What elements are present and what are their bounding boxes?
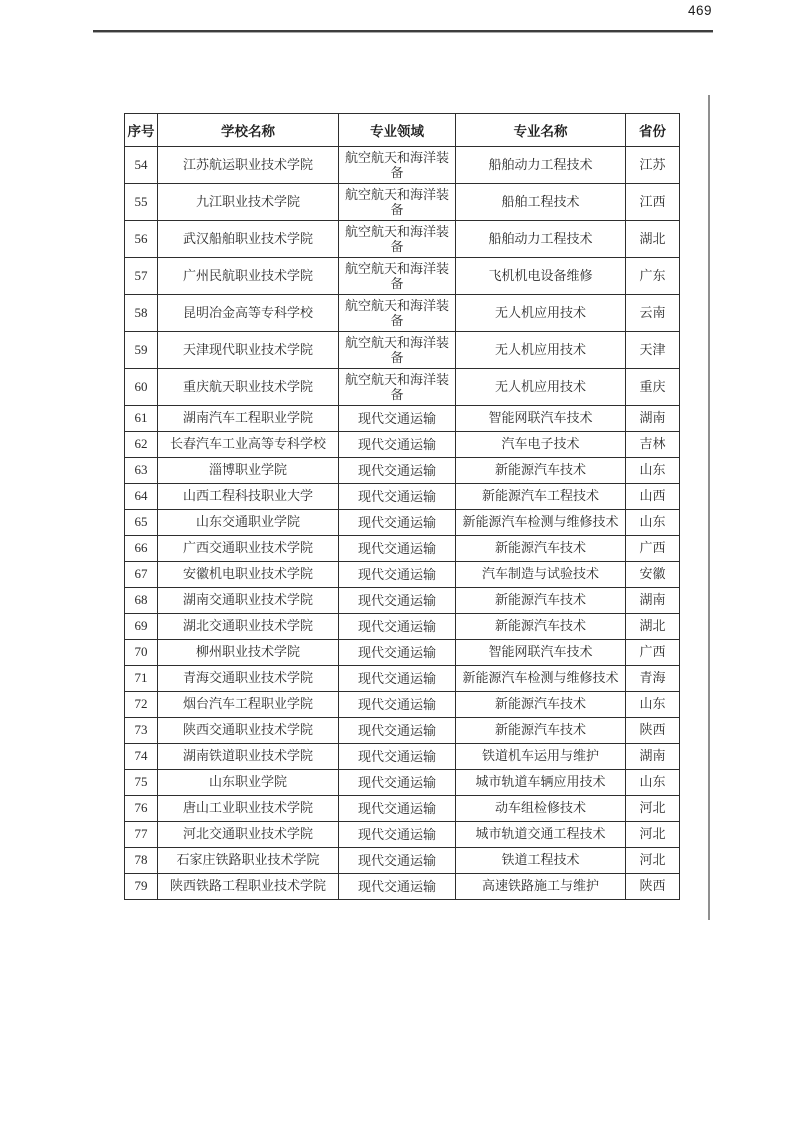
table-row xyxy=(125,770,680,796)
cell-province: 湖南 xyxy=(626,588,680,614)
school-major-table xyxy=(124,113,680,900)
cell-school: 山东交通职业学院 xyxy=(158,510,339,536)
cell-field: 现代交通运输 xyxy=(339,562,456,588)
cell-major: 新能源汽车技术 xyxy=(456,692,626,718)
col-header-field: 专业领域 xyxy=(339,114,456,147)
cell-major: 城市轨道交通工程技术 xyxy=(456,822,626,848)
cell-index: 78 xyxy=(125,848,158,874)
table-row xyxy=(125,588,680,614)
cell-province: 重庆 xyxy=(626,369,680,406)
cell-index: 68 xyxy=(125,588,158,614)
cell-field: 现代交通运输 xyxy=(339,432,456,458)
cell-major: 无人机应用技术 xyxy=(456,369,626,406)
cell-field: 现代交通运输 xyxy=(339,406,456,432)
cell-province: 广东 xyxy=(626,258,680,295)
cell-major: 铁道工程技术 xyxy=(456,848,626,874)
cell-index: 75 xyxy=(125,770,158,796)
cell-major: 铁道机车运用与维护 xyxy=(456,744,626,770)
cell-province: 山东 xyxy=(626,510,680,536)
table-row xyxy=(125,640,680,666)
cell-major: 新能源汽车工程技术 xyxy=(456,484,626,510)
cell-school: 武汉船舶职业技术学院 xyxy=(158,221,339,258)
cell-major: 新能源汽车技术 xyxy=(456,458,626,484)
table-row xyxy=(125,332,680,369)
cell-province: 山西 xyxy=(626,484,680,510)
cell-province: 湖北 xyxy=(626,221,680,258)
cell-school: 湖南交通职业技术学院 xyxy=(158,588,339,614)
cell-school: 湖南汽车工程职业学院 xyxy=(158,406,339,432)
table-row xyxy=(125,295,680,332)
cell-field: 现代交通运输 xyxy=(339,692,456,718)
cell-index: 67 xyxy=(125,562,158,588)
cell-major: 新能源汽车技术 xyxy=(456,588,626,614)
col-header-major: 专业名称 xyxy=(456,114,626,147)
cell-major: 新能源汽车检测与维修技术 xyxy=(456,510,626,536)
cell-province: 江苏 xyxy=(626,147,680,184)
cell-school: 湖北交通职业技术学院 xyxy=(158,614,339,640)
cell-province: 山东 xyxy=(626,770,680,796)
cell-major: 船舶动力工程技术 xyxy=(456,221,626,258)
cell-major: 汽车电子技术 xyxy=(456,432,626,458)
cell-province: 陕西 xyxy=(626,874,680,900)
cell-index: 57 xyxy=(125,258,158,295)
table-row xyxy=(125,822,680,848)
table-row xyxy=(125,432,680,458)
cell-school: 柳州职业技术学院 xyxy=(158,640,339,666)
cell-field: 现代交通运输 xyxy=(339,640,456,666)
cell-index: 74 xyxy=(125,744,158,770)
col-header-school: 学校名称 xyxy=(158,114,339,147)
cell-index: 66 xyxy=(125,536,158,562)
cell-field: 航空航天和海洋装备 xyxy=(339,258,456,295)
right-margin-rule xyxy=(708,95,710,920)
cell-major: 城市轨道车辆应用技术 xyxy=(456,770,626,796)
page-number: 469 xyxy=(687,3,712,18)
header-rule xyxy=(93,30,713,33)
cell-index: 71 xyxy=(125,666,158,692)
table-row xyxy=(125,796,680,822)
cell-school: 重庆航天职业技术学院 xyxy=(158,369,339,406)
cell-field: 航空航天和海洋装备 xyxy=(339,332,456,369)
table-row xyxy=(125,562,680,588)
cell-field: 现代交通运输 xyxy=(339,770,456,796)
cell-province: 广西 xyxy=(626,640,680,666)
cell-major: 新能源汽车检测与维修技术 xyxy=(456,666,626,692)
cell-field: 航空航天和海洋装备 xyxy=(339,184,456,221)
cell-province: 河北 xyxy=(626,848,680,874)
cell-school: 广西交通职业技术学院 xyxy=(158,536,339,562)
cell-index: 63 xyxy=(125,458,158,484)
cell-field: 现代交通运输 xyxy=(339,848,456,874)
cell-major: 智能网联汽车技术 xyxy=(456,640,626,666)
table-row xyxy=(125,369,680,406)
cell-major: 新能源汽车技术 xyxy=(456,536,626,562)
cell-province: 安徽 xyxy=(626,562,680,588)
cell-index: 64 xyxy=(125,484,158,510)
cell-index: 60 xyxy=(125,369,158,406)
cell-school: 山东职业学院 xyxy=(158,770,339,796)
cell-field: 现代交通运输 xyxy=(339,666,456,692)
cell-major: 船舶工程技术 xyxy=(456,184,626,221)
cell-major: 智能网联汽车技术 xyxy=(456,406,626,432)
col-header-province: 省份 xyxy=(626,114,680,147)
cell-province: 青海 xyxy=(626,666,680,692)
cell-index: 62 xyxy=(125,432,158,458)
cell-school: 山西工程科技职业大学 xyxy=(158,484,339,510)
cell-major: 新能源汽车技术 xyxy=(456,718,626,744)
cell-field: 现代交通运输 xyxy=(339,874,456,900)
cell-school: 天津现代职业技术学院 xyxy=(158,332,339,369)
table-row xyxy=(125,874,680,900)
table-row xyxy=(125,258,680,295)
cell-school: 陕西铁路工程职业技术学院 xyxy=(158,874,339,900)
table-row xyxy=(125,536,680,562)
table-row xyxy=(125,147,680,184)
cell-index: 59 xyxy=(125,332,158,369)
cell-school: 淄博职业学院 xyxy=(158,458,339,484)
cell-province: 湖南 xyxy=(626,744,680,770)
cell-field: 航空航天和海洋装备 xyxy=(339,295,456,332)
cell-province: 天津 xyxy=(626,332,680,369)
cell-province: 山东 xyxy=(626,692,680,718)
table-row xyxy=(125,406,680,432)
table-row xyxy=(125,848,680,874)
table-row xyxy=(125,510,680,536)
cell-school: 石家庄铁路职业技术学院 xyxy=(158,848,339,874)
cell-school: 江苏航运职业技术学院 xyxy=(158,147,339,184)
table-body xyxy=(125,147,680,900)
cell-school: 唐山工业职业技术学院 xyxy=(158,796,339,822)
cell-school: 陕西交通职业技术学院 xyxy=(158,718,339,744)
cell-province: 湖南 xyxy=(626,406,680,432)
cell-field: 现代交通运输 xyxy=(339,614,456,640)
cell-field: 航空航天和海洋装备 xyxy=(339,147,456,184)
cell-school: 湖南铁道职业技术学院 xyxy=(158,744,339,770)
cell-field: 现代交通运输 xyxy=(339,796,456,822)
cell-school: 九江职业技术学院 xyxy=(158,184,339,221)
cell-major: 新能源汽车技术 xyxy=(456,614,626,640)
cell-major: 无人机应用技术 xyxy=(456,332,626,369)
cell-index: 56 xyxy=(125,221,158,258)
cell-major: 汽车制造与试验技术 xyxy=(456,562,626,588)
cell-field: 现代交通运输 xyxy=(339,588,456,614)
cell-province: 云南 xyxy=(626,295,680,332)
cell-field: 现代交通运输 xyxy=(339,536,456,562)
cell-field: 航空航天和海洋装备 xyxy=(339,221,456,258)
table-row xyxy=(125,614,680,640)
cell-province: 山东 xyxy=(626,458,680,484)
cell-index: 54 xyxy=(125,147,158,184)
table-row xyxy=(125,666,680,692)
cell-province: 江西 xyxy=(626,184,680,221)
cell-index: 61 xyxy=(125,406,158,432)
cell-major: 动车组检修技术 xyxy=(456,796,626,822)
cell-major: 高速铁路施工与维护 xyxy=(456,874,626,900)
cell-index: 72 xyxy=(125,692,158,718)
cell-field: 现代交通运输 xyxy=(339,510,456,536)
cell-school: 安徽机电职业技术学院 xyxy=(158,562,339,588)
cell-major: 无人机应用技术 xyxy=(456,295,626,332)
cell-index: 79 xyxy=(125,874,158,900)
cell-school: 广州民航职业技术学院 xyxy=(158,258,339,295)
table-row xyxy=(125,692,680,718)
col-header-index: 序号 xyxy=(125,114,158,147)
cell-major: 飞机机电设备维修 xyxy=(456,258,626,295)
cell-index: 55 xyxy=(125,184,158,221)
cell-major: 船舶动力工程技术 xyxy=(456,147,626,184)
table-row xyxy=(125,718,680,744)
cell-province: 吉林 xyxy=(626,432,680,458)
cell-index: 58 xyxy=(125,295,158,332)
cell-province: 河北 xyxy=(626,796,680,822)
cell-field: 现代交通运输 xyxy=(339,484,456,510)
table-row xyxy=(125,221,680,258)
table-row xyxy=(125,184,680,221)
cell-province: 广西 xyxy=(626,536,680,562)
cell-province: 湖北 xyxy=(626,614,680,640)
cell-field: 现代交通运输 xyxy=(339,744,456,770)
cell-field: 航空航天和海洋装备 xyxy=(339,369,456,406)
cell-school: 青海交通职业技术学院 xyxy=(158,666,339,692)
cell-province: 陕西 xyxy=(626,718,680,744)
table-row xyxy=(125,484,680,510)
cell-school: 昆明冶金高等专科学校 xyxy=(158,295,339,332)
cell-field: 现代交通运输 xyxy=(339,718,456,744)
cell-field: 现代交通运输 xyxy=(339,822,456,848)
table-row xyxy=(125,744,680,770)
cell-index: 76 xyxy=(125,796,158,822)
cell-index: 70 xyxy=(125,640,158,666)
cell-province: 河北 xyxy=(626,822,680,848)
cell-index: 77 xyxy=(125,822,158,848)
cell-field: 现代交通运输 xyxy=(339,458,456,484)
cell-school: 烟台汽车工程职业学院 xyxy=(158,692,339,718)
cell-school: 河北交通职业技术学院 xyxy=(158,822,339,848)
cell-index: 65 xyxy=(125,510,158,536)
table-header-row xyxy=(125,114,680,147)
cell-index: 73 xyxy=(125,718,158,744)
cell-index: 69 xyxy=(125,614,158,640)
cell-school: 长春汽车工业高等专科学校 xyxy=(158,432,339,458)
table-row xyxy=(125,458,680,484)
